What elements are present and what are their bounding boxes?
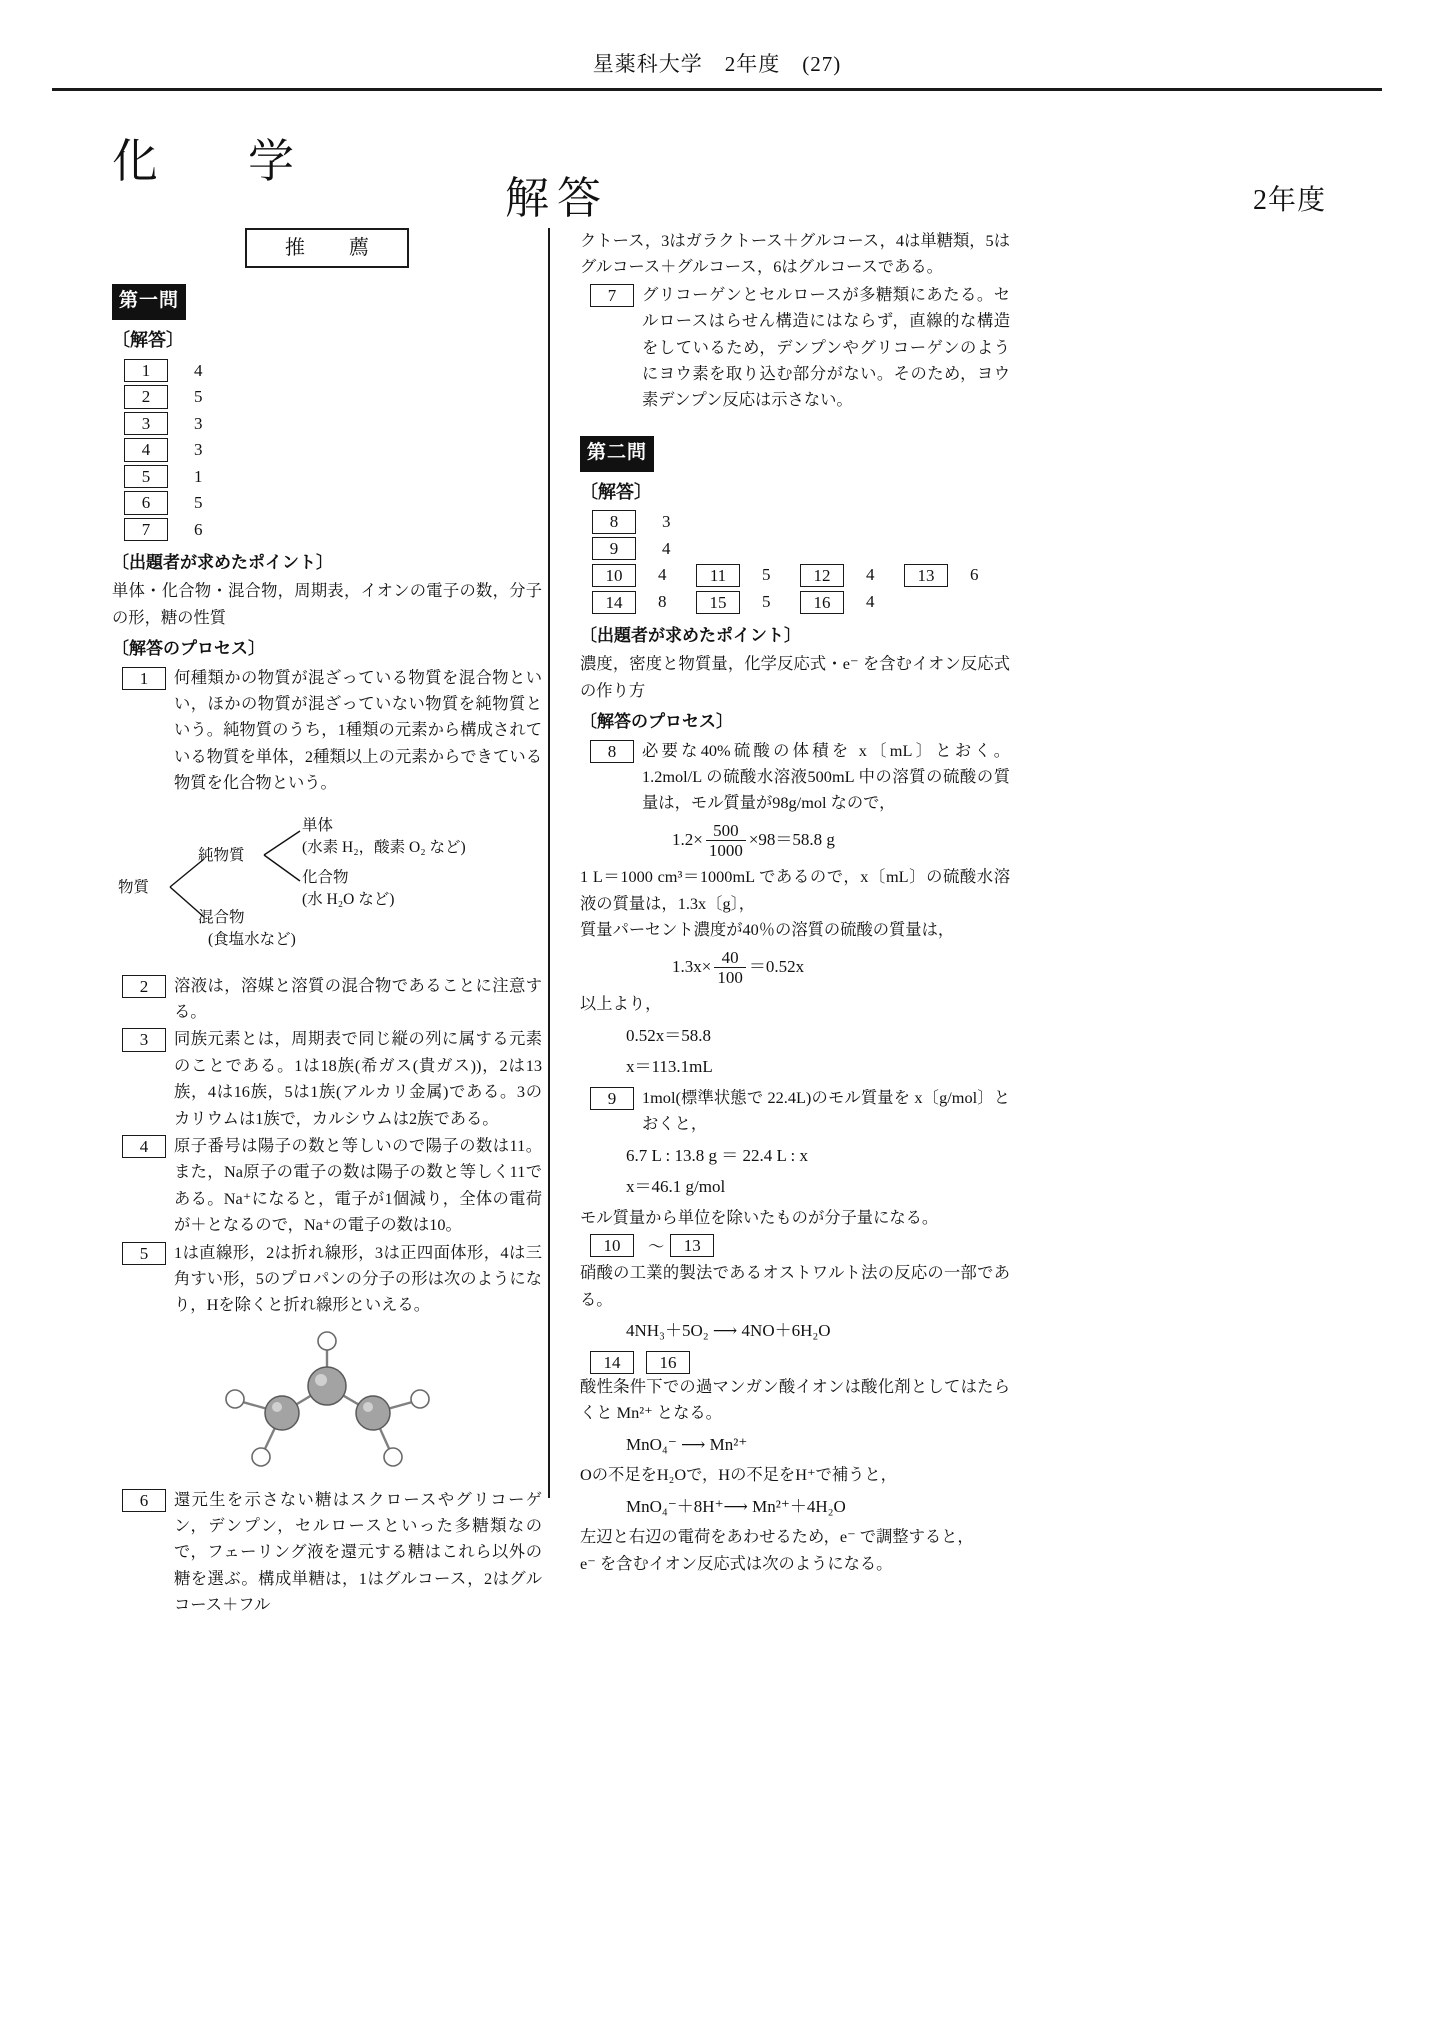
tree-mixture-label: 混合物 [198,908,245,926]
answer-number-box: 1 [124,359,168,382]
item-text: 必要な40%硫酸の体積を x〔mL〕とおく。1.2mol/L の硫酸水溶液500mL 中の溶質の硫酸の質量は，モル質量が98g/mol なので， [642,740,1010,813]
answer-row [124,490,542,517]
answer-cell [592,588,696,616]
tree-pure-label: 純物質 [198,846,245,864]
item-number-box: 10 [590,1234,634,1257]
answer-number-box: 10 [592,564,636,587]
process-item [112,1240,542,1319]
answer-cell [800,588,904,616]
tree-compound-sub: (水 H₂O など) [302,890,395,908]
answer-row [124,410,542,437]
answer-value: 3 [662,512,671,532]
fraction [714,948,746,988]
process-item [112,1133,542,1239]
answer-value: 4 [658,565,667,585]
answer-value: 5 [762,565,771,585]
answer-value: 5 [762,592,771,612]
item-number-box: 8 [590,740,634,763]
answer-cell [592,561,696,589]
item-number-box: 16 [646,1351,690,1374]
answer-row [592,535,1010,562]
answer-number-box: 11 [696,564,740,587]
q2-points-label: 〔出題者が求めたポイント〕 [580,625,801,645]
continued-text: クトース，3はガラクトース＋グルコース，4は単糖類，5はグルコース＋グルコース，6はグルコースである。 [580,231,1010,277]
equation-lhs: 1.3x× [672,956,712,976]
answer-value: 4 [866,565,875,585]
question-2-heading: 第二問 [580,436,654,472]
equation-4: x＝113.1mL [626,1057,713,1077]
item-number-box: 1 [122,667,166,690]
exam-type-badge: 推 薦 [245,228,409,268]
item-text: 同族元素とは，周期表で同じ縦の列に属する元素のことである。1は18族(希ガス(貴ガス))，2は13族，4は16族，5は1族(アルカリ金属)である。3のカリウムは1族で，カルシウムは2族である。 [174,1029,542,1128]
tree-element-title: 単体 [302,816,334,834]
equation-lhs: 1.2× [672,829,703,849]
exam-type-badge-wrap [112,228,542,268]
item-number-box: 14 [590,1351,634,1374]
propane-molecule-diagram [177,1331,477,1481]
item-number-box: 9 [590,1087,634,1110]
answer-value: 4 [662,538,671,558]
q2-answer-label: 〔解答〕 [580,481,652,502]
answer-row [592,589,1010,616]
process-item [112,665,542,797]
answer-number-box: 2 [124,385,168,408]
item10-line1: 硝酸の工業的製法であるオストワルト法の反応の一部である。 [580,1263,1010,1309]
answer-cell [696,561,800,589]
subject-title: 化 学 [112,136,316,187]
item-text: グリコーゲンとセルロースが多糖類にあたる。セルロースはらせん構造にはならず，直線的な構造をしているため，デンプンやグリコーゲンのようにヨウ素を取り込む部分がない。そのため，ヨウ素デンプン反応は示さない。 [642,284,1010,410]
equation-7: 4NH₃＋5O₂ ⟶ 4NO＋6H₂O [626,1321,831,1341]
equation-1 [672,821,1010,861]
answer-value: 5 [194,493,203,513]
answer-value: 3 [194,440,203,460]
answer-value: 4 [194,360,203,380]
item-number-box: 4 [122,1135,166,1158]
q2-process-label: 〔解答のプロセス〕 [580,711,733,731]
fraction-denominator: 100 [714,967,746,988]
item-text: 1は直線形，2は折れ線形，3は正四面体形，4は三角すい形，5のプロパンの分子の形は次のようになり，Hを除くと折れ線形といえる。 [174,1242,542,1315]
tree-mixture-sub: (食塩水など) [208,930,296,948]
item14-line3: 左辺と右辺の電荷をあわせるため，e⁻ で調整すると， [580,1527,974,1547]
fraction-numerator: 40 [721,947,739,967]
answer-cell [696,588,800,616]
answer-value: 6 [970,565,979,585]
process-item [112,1026,542,1132]
process-item-range [580,1349,1010,1374]
equation-rhs: ＝0.52x [748,956,805,976]
item8-line3: 質量パーセント濃度が40％の溶質の硫酸の質量は， [580,920,955,940]
year-label: 2年度 [1252,185,1326,216]
equation-8: MnO₄⁻ ⟶ Mn²⁺ [626,1434,748,1454]
fraction [706,821,746,861]
equation-rhs: ×98＝58.8 g [748,829,835,849]
carbon-atoms [265,1367,390,1430]
q1-answer-list [124,357,542,543]
answer-number-box: 14 [592,591,636,614]
answer-number-box: 8 [592,510,636,533]
substance-classification-diagram [112,807,542,967]
item9-line2: モル質量から単位を除いたものが分子量になる。 [580,1207,939,1227]
answer-title: 解答 [505,174,609,223]
equation-2 [672,948,1010,988]
answer-row [592,562,1010,589]
answer-number-box: 7 [124,518,168,541]
answer-row [124,384,542,411]
answer-value: 6 [194,519,203,539]
column-divider [548,228,550,1498]
answer-number-box: 16 [800,591,844,614]
answer-number-box: 15 [696,591,740,614]
answer-number-box: 3 [124,412,168,435]
answer-number-box: 12 [800,564,844,587]
q1-points-label: 〔出題者が求めたポイント〕 [112,552,333,572]
equation-5: 6.7 L : 13.8 g ＝ 22.4 L : x [626,1145,808,1165]
left-column [112,228,542,1619]
fraction-numerator: 500 [713,820,739,840]
answer-row [124,463,542,490]
answer-row [592,509,1010,536]
answer-value: 8 [658,592,667,612]
tree-compound-title: 化合物 [302,868,349,886]
item-number-box: 7 [590,284,634,307]
answer-number-box: 6 [124,491,168,514]
fraction-denominator: 1000 [706,840,746,861]
q1-process-label: 〔解答のプロセス〕 [112,639,265,659]
item-text: 溶液は，溶媒と溶質の混合物であることに注意する。 [174,975,542,1021]
q1-points-text: 単体・化合物・混合物，周期表，イオンの電子の数，分子の形，糖の性質 [112,581,542,627]
question-1-heading: 第一問 [112,284,186,320]
right-column [580,228,1010,1577]
item-number-box: 3 [122,1028,166,1051]
answer-cell [904,561,1008,589]
process-item [112,1487,542,1619]
equation-3: 0.52x＝58.8 [626,1025,711,1045]
item-text: 還元生を示さない糖はスクロースやグリコーゲン，デンプン，セルロースといった多糖類なので，フェーリング液を還元する糖はこれら以外の糖を選ぶ。構成単糖は，1はグルコース，2はグルコース＋フル [174,1489,542,1615]
item-text: 何種類かの物質が混ざっている物質を混合物といい，ほかの物質が混ざっていない物質を純物質という。純物質のうち，1種類の元素から構成されている物質を単体，2種類以上の元素からできている物質を化合物という。 [174,667,542,793]
equation-6: x＝46.1 g/mol [626,1177,726,1197]
item14-line1: 酸性条件下での過マンガン酸イオンは酸化剤としてはたらくと Mn²⁺ となる。 [580,1376,1010,1423]
range-tilde: 〜 [648,1237,665,1257]
tree-root-label: 物質 [118,878,150,896]
header-rule [52,88,1382,91]
process-item [112,973,542,1026]
q1-answer-label: 〔解答〕 [112,330,184,351]
answer-number-box: 5 [124,465,168,488]
item8-line4: 以上より， [580,994,662,1014]
answer-value: 1 [194,466,203,486]
answer-value: 4 [866,592,875,612]
item-number-box: 13 [670,1234,714,1257]
answer-row [124,516,542,543]
answer-row [124,357,542,384]
q2-answer-list [592,509,1010,616]
answer-number-box: 4 [124,438,168,461]
answer-number-box: 13 [904,564,948,587]
process-item [580,1085,1010,1138]
running-head: 星薬科大学 2年度 (27) [592,52,842,76]
process-item [580,738,1010,817]
answer-number-box: 9 [592,537,636,560]
item-number-box: 2 [122,975,166,998]
equation-9: MnO₄⁻＋8H⁺⟶ Mn²⁺＋4H₂O [626,1496,846,1516]
answer-value: 5 [194,387,203,407]
item14-line4: e⁻ を含むイオン反応式は次のようになる。 [580,1553,893,1573]
item14-line2: Oの不足をH₂Oで，Hの不足をH⁺で補うと， [580,1465,897,1485]
item-number-box: 6 [122,1489,166,1512]
answer-row [124,437,542,464]
item8-line2: 1 L＝1000 cm³＝1000mL であるので，x〔mL〕の硫酸水溶液の質量は，1.3x〔g〕， [580,867,1010,913]
answer-cell [800,561,904,589]
answer-value: 3 [194,413,203,433]
process-item [580,282,1010,414]
item-number-box: 5 [122,1242,166,1265]
tree-element-sub: (水素 H₂，酸素 O₂ など) [302,838,466,856]
item-text: 原子番号は陽子の数と等しいので陽子の数は11。また，Na原子の電子の数は陽子の数と等しく11である。Na⁺になると，電子が1個減り，全体の電荷が＋となるので，Na⁺の電子の数は10。 [174,1135,542,1235]
process-item-range [580,1232,1010,1260]
item-text: 1mol(標準状態で 22.4L)のモル質量を x〔g/mol〕とおくと， [642,1087,1010,1134]
q2-points-text: 濃度，密度と物質量，化学反応式・e⁻ を含むイオン反応式の作り方 [580,654,1010,700]
